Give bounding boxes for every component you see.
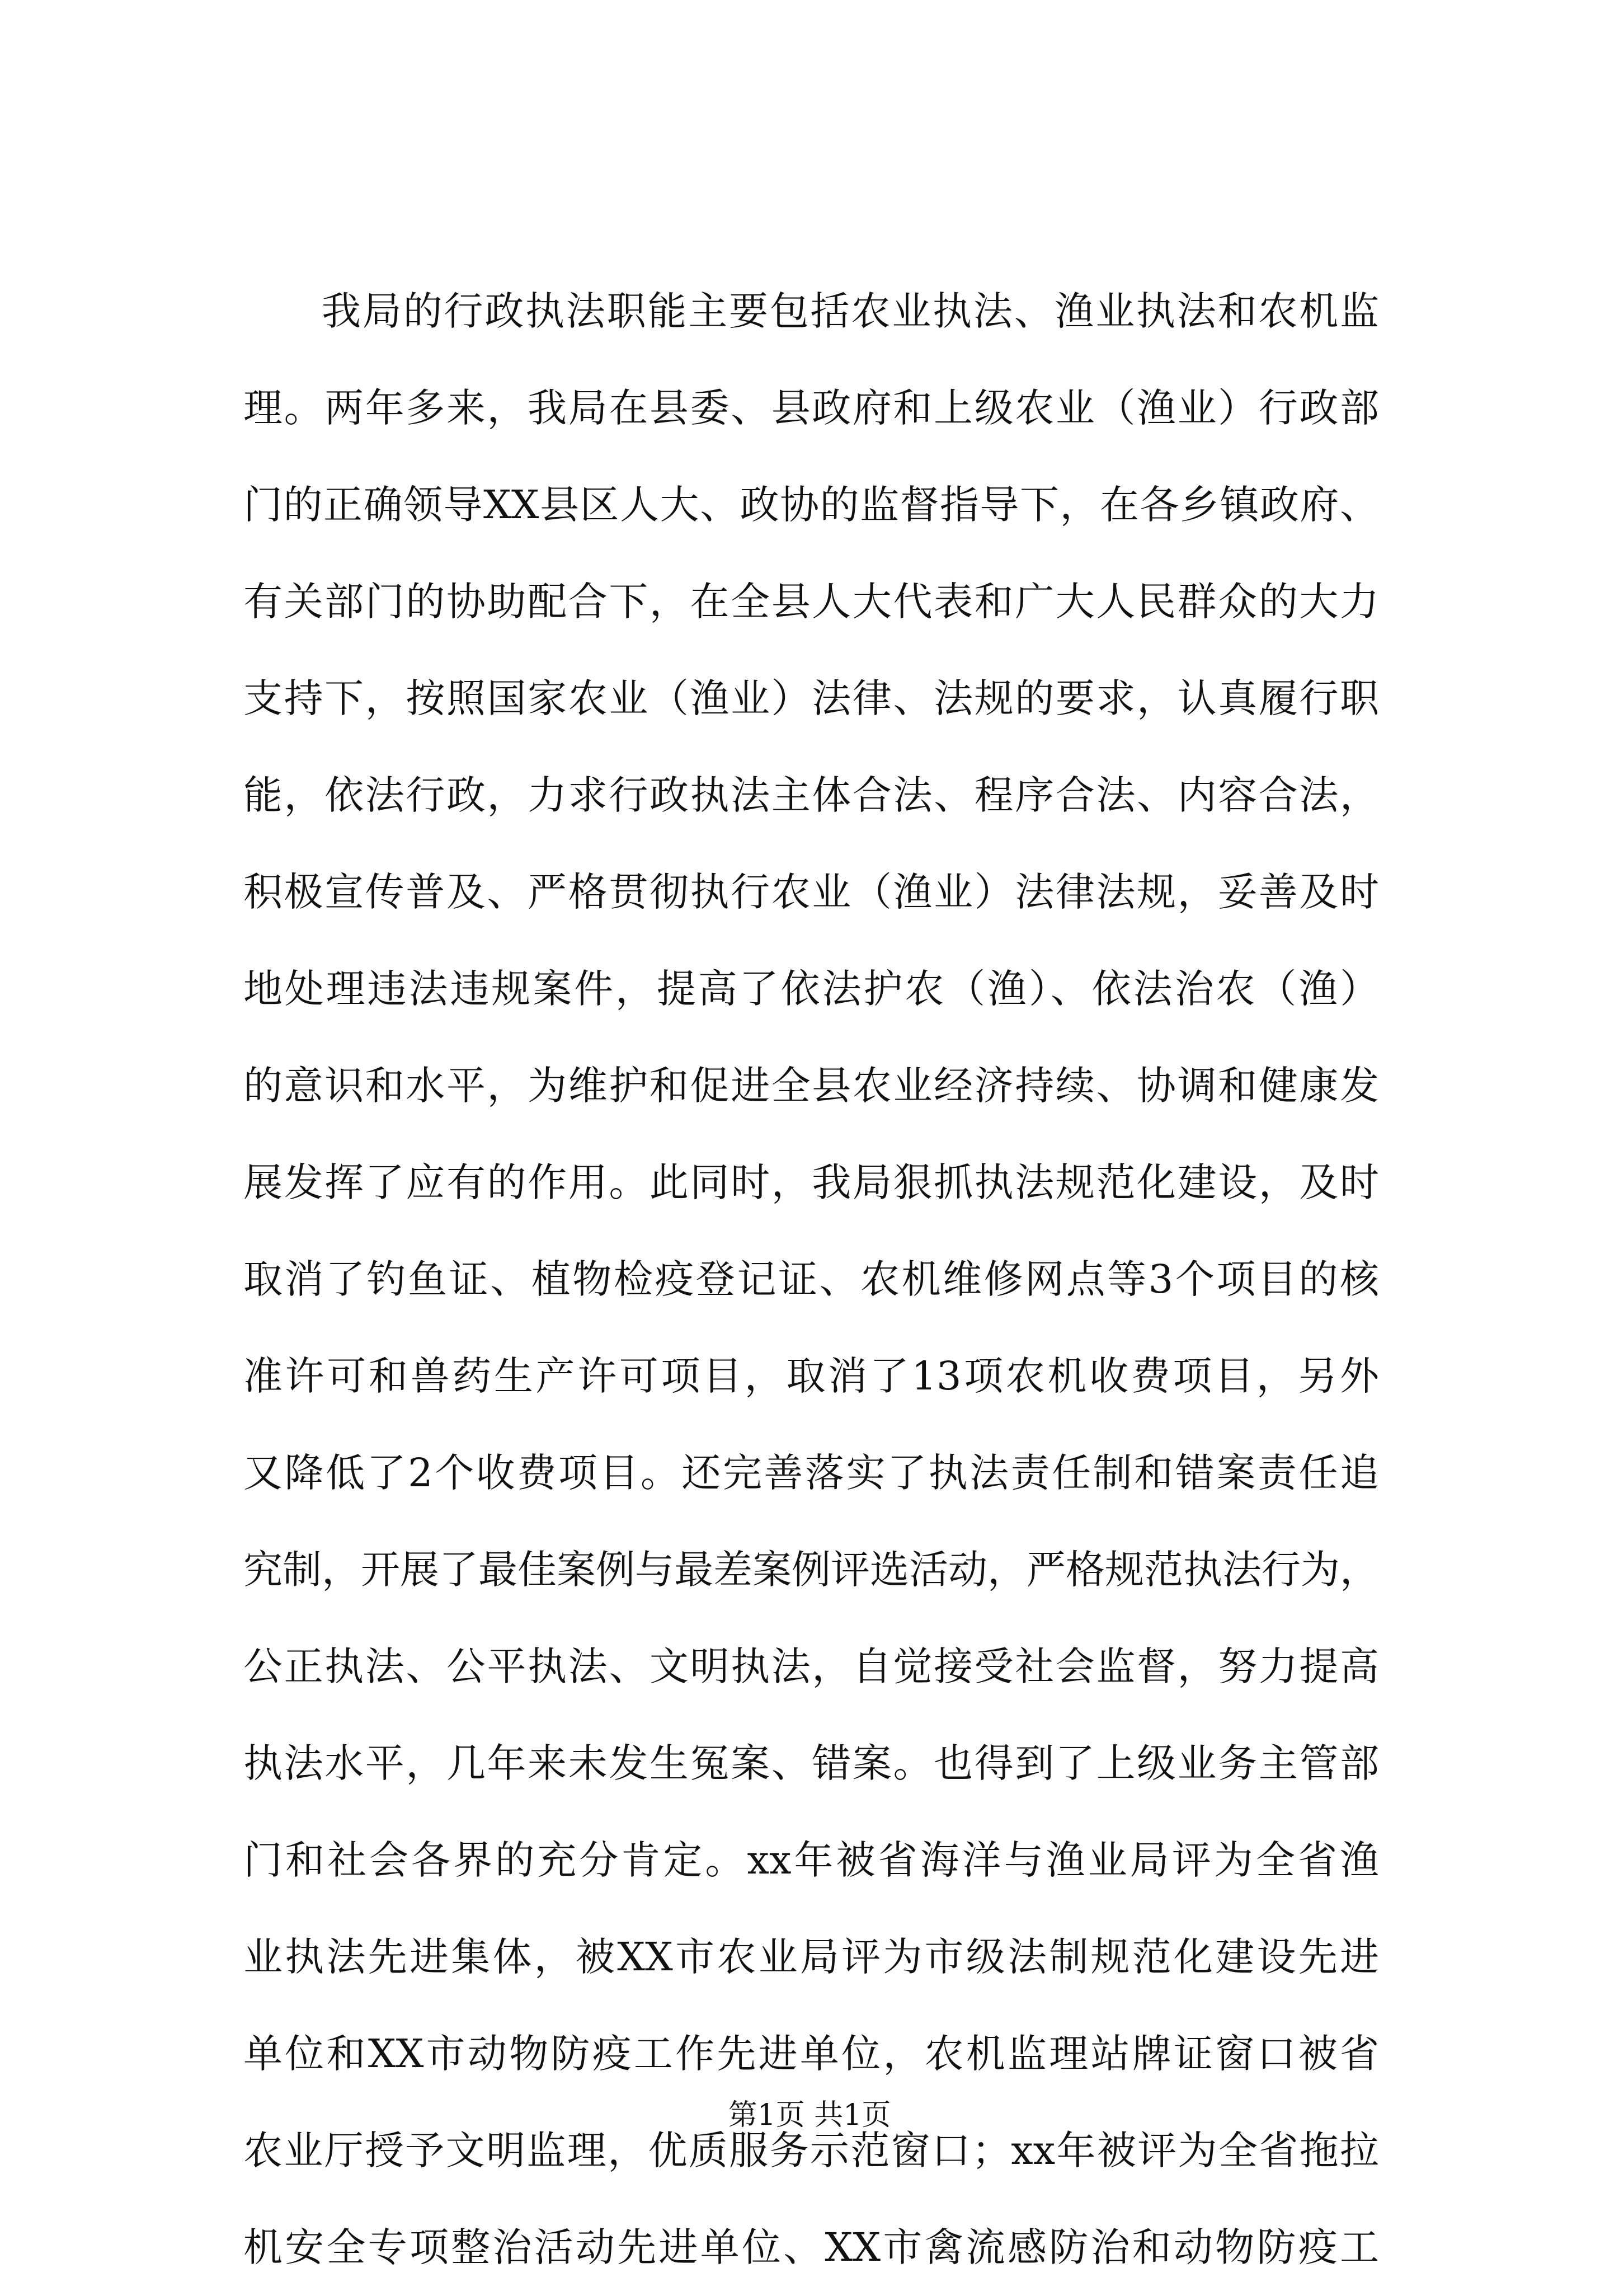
text-line: 究制，开展了最佳案例与最差案例评选活动，严格规范执法行为，	[243, 1547, 1379, 1593]
text-line: 理。两年多来，我局在县委、县政府和上级农业（渔业）行政部	[243, 385, 1379, 431]
text-line: 积极宣传普及、严格贯彻执行农业（渔业）法律法规，妥善及时	[243, 869, 1379, 915]
text-line: 展发挥了应有的作用。此同时，我局狠抓执法规范化建设，及时	[243, 1159, 1379, 1205]
text-line: 准许可和兽药生产许可项目，取消了13项农机收费项目，另外	[243, 1353, 1379, 1399]
text-line: 地处理违法违规案件，提高了依法护农（渔）、依法治农（渔）	[243, 966, 1379, 1012]
text-line: 单位和XX市动物防疫工作先进单位，农机监理站牌证窗口被省	[243, 2031, 1379, 2077]
text-line: 门和社会各界的充分肯定。xx年被省海洋与渔业局评为全省渔	[243, 1837, 1379, 1883]
text-line: 有关部门的协助配合下，在全县人大代表和广大人民群众的大力	[243, 579, 1379, 625]
text-line: 能，依法行政，力求行政执法主体合法、程序合法、内容合法，	[243, 772, 1379, 818]
text-line: 支持下，按照国家农业（渔业）法律、法规的要求，认真履行职	[243, 675, 1379, 721]
text-line: 执法水平，几年来未发生冤案、错案。也得到了上级业务主管部	[243, 1740, 1379, 1786]
text-line: 公正执法、公平执法、文明执法，自觉接受社会监督，努力提高	[243, 1644, 1379, 1689]
text-line: 的意识和水平，为维护和促进全县农业经济持续、协调和健康发	[243, 1063, 1379, 1109]
text-line: 我局的行政执法职能主要包括农业执法、渔业执法和农机监	[322, 288, 1379, 334]
body-paragraph	[243, 263, 1379, 2296]
text-line: 取消了钓鱼证、植物检疫登记证、农机维修网点等3个项目的核	[243, 1256, 1379, 1302]
text-line: 机安全专项整治活动先进单位、XX市禽流感防治和动物防疫工	[243, 2224, 1379, 2270]
text-line: 农业厅授予文明监理，优质服务示范窗口；xx年被评为全省拖拉	[243, 2128, 1379, 2173]
text-line: 门的正确领导XX县区人大、政协的监督指导下，在各乡镇政府、	[243, 482, 1379, 528]
text-line: 业执法先进集体，被XX市农业局评为市级法制规范化建设先进	[243, 1934, 1379, 1980]
text-line: 又降低了2个收费项目。还完善落实了执法责任制和错案责任追	[243, 1450, 1379, 1496]
page-footer: 第1页 共1页	[728, 2098, 891, 2132]
